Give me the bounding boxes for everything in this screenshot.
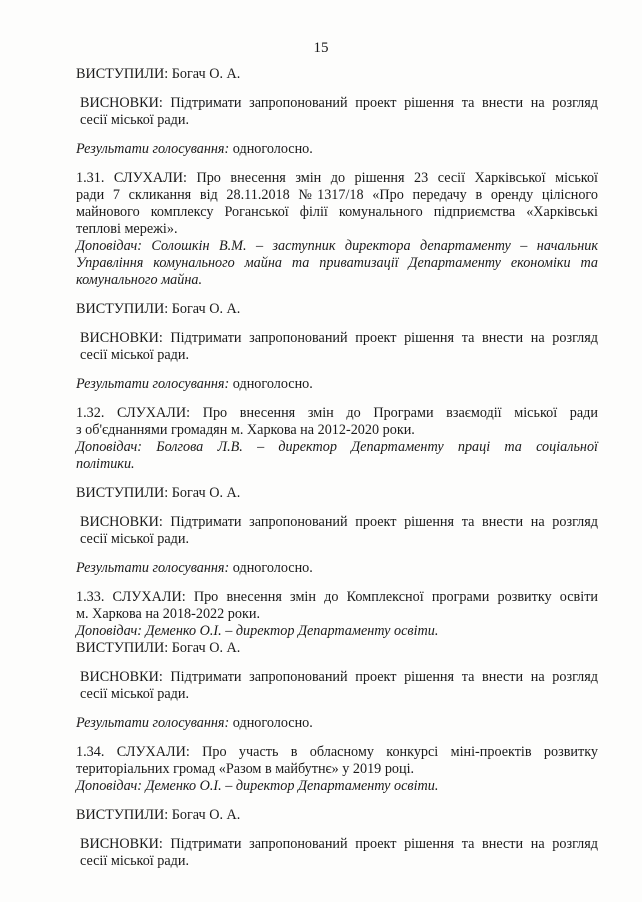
agenda-item-speaker: Доповідач: Болгова Л.В. – директор Департаменту праці та соціальної політики. bbox=[76, 439, 598, 472]
agenda-item-heard: 1.34. СЛУХАЛИ: Про участь в обласному конкурсі міні-проектів розвитку територіальних громад «Разом в майбутнє» у 2019 році. bbox=[76, 744, 598, 777]
agenda-item-heard: 1.33. СЛУХАЛИ: Про внесення змін до Комплексної програми розвитку освіти м. Харкова на 2018-2022 роки. bbox=[76, 589, 598, 622]
page-number: 15 bbox=[313, 40, 329, 56]
minutes-body bbox=[76, 66, 598, 870]
conclusions-block: ВИСНОВКИ: Підтримати запропонований проект рішення та внести на розгляд сесії міської ради. bbox=[80, 836, 598, 869]
voting-results-label: Результати голосування: bbox=[76, 141, 230, 157]
speakers-line: ВИСТУПИЛИ: Богач О. А. bbox=[76, 640, 241, 656]
agenda-item-heard: 1.32. СЛУХАЛИ: Про внесення змін до Програми взаємодії міської ради з об'єднаннями громадян м. Харкова на 2012-2020 роки. bbox=[76, 405, 598, 438]
agenda-item-speaker: Доповідач: Солошкін В.М. – заступник директора департаменту – начальник Управління комунального майна та приватизації Департаменту економіки та комунального майна. bbox=[76, 238, 598, 288]
voting-results bbox=[76, 560, 598, 577]
agenda-item-speaker: Доповідач: Деменко О.І. – директор Департаменту освіти. bbox=[76, 778, 439, 794]
voting-results-value: одноголосно. bbox=[229, 376, 313, 392]
speakers-line: ВИСТУПИЛИ: Богач О. А. bbox=[76, 807, 241, 823]
conclusions-block: ВИСНОВКИ: Підтримати запропонований проект рішення та внести на розгляд сесії міської ради. bbox=[80, 95, 598, 128]
agenda-item-heard: 1.31. СЛУХАЛИ: Про внесення змін до рішення 23 сесії Харківської міської ради 7 скликання від 28.11.2018 №1317/18 «Про передачу в оренду цілісного майнового комплексу Роганської філії комунального підприємства «Харківські теплові мережі». bbox=[76, 170, 598, 237]
voting-results bbox=[76, 715, 598, 732]
speakers-line: ВИСТУПИЛИ: Богач О. А. bbox=[76, 485, 241, 501]
voting-results bbox=[76, 376, 598, 393]
conclusions-block: ВИСНОВКИ: Підтримати запропонований проект рішення та внести на розгляд сесії міської ради. bbox=[80, 514, 598, 547]
voting-results-value: одноголосно. bbox=[229, 560, 313, 576]
voting-results-label: Результати голосування: bbox=[76, 376, 230, 392]
voting-results-label: Результати голосування: bbox=[76, 715, 230, 731]
conclusions-block: ВИСНОВКИ: Підтримати запропонований проект рішення та внести на розгляд сесії міської ради. bbox=[80, 669, 598, 702]
speakers-line: ВИСТУПИЛИ: Богач О. А. bbox=[76, 66, 241, 82]
agenda-item-speaker: Доповідач: Деменко О.І. – директор Департаменту освіти. bbox=[76, 623, 439, 639]
voting-results-value: одноголосно. bbox=[229, 715, 313, 731]
conclusions-block: ВИСНОВКИ: Підтримати запропонований проект рішення та внести на розгляд сесії міської ради. bbox=[80, 330, 598, 363]
voting-results-value: одноголосно. bbox=[229, 141, 313, 157]
voting-results bbox=[76, 141, 598, 158]
voting-results-label: Результати голосування: bbox=[76, 560, 230, 576]
speakers-line: ВИСТУПИЛИ: Богач О. А. bbox=[76, 301, 241, 317]
